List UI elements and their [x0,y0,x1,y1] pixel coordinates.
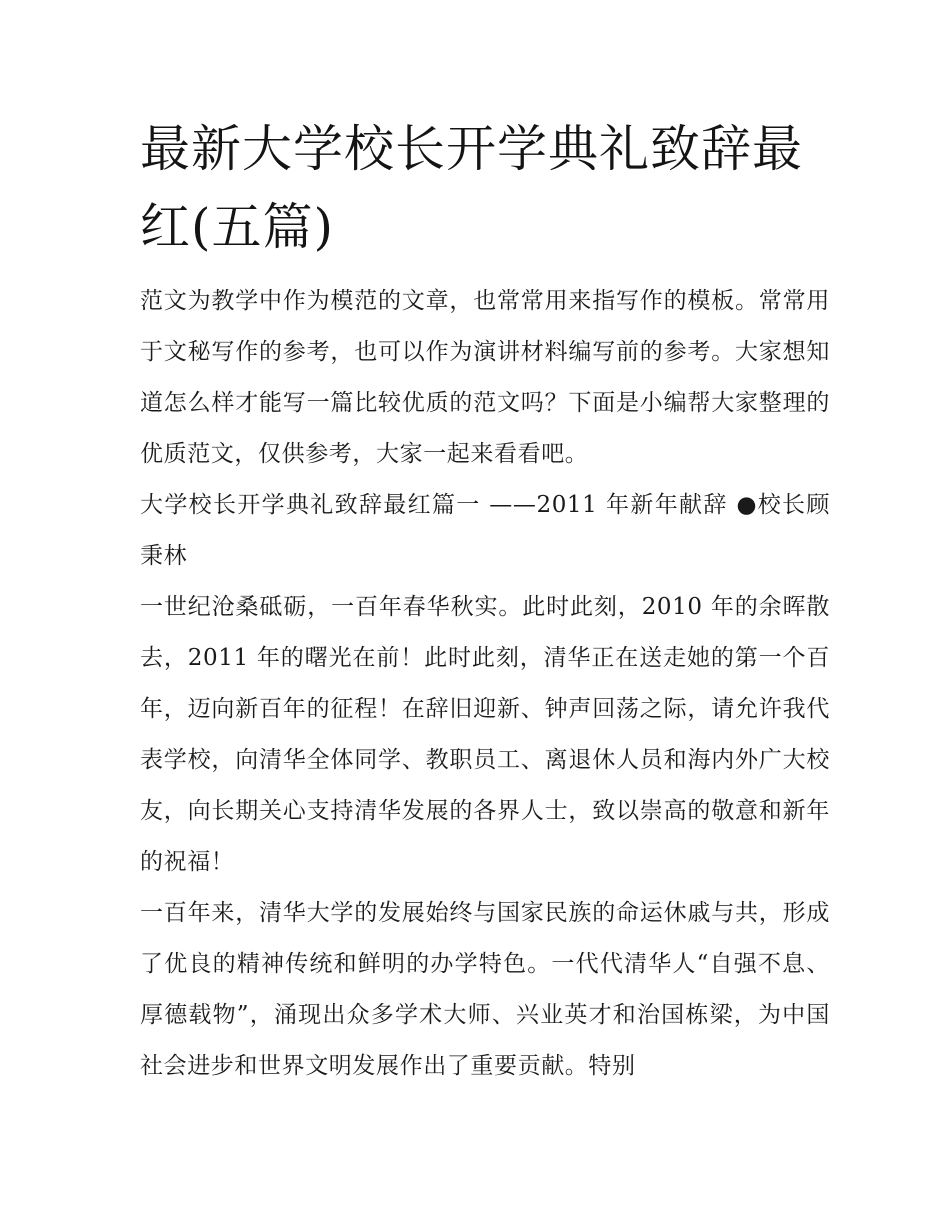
intro-paragraph: 范文为教学中作为模范的文章，也常常用来指写作的模板。常常用于文秘写作的参考，也可以作为演讲材料编写前的参考。大家想知道怎么样才能写一篇比较优质的范文吗？下面是小编帮大家整理的优质范文，仅供参考，大家一起来看看吧。 [140,288,830,467]
document-title: 最新大学校长开学典礼致辞最红(五篇) [140,120,803,256]
speech-paragraph: 一世纪沧桑砥砺，一百年春华秋实。此时此刻，2010 年的余晖散去，2011 年的曙光在前！此时此刻，清华正在送走她的第一个百年，迈向新百年的征程！在辞旧迎新、钟声回荡之际，请允许我代表学校，向清华全体同学、教职员工、离退休人员和海内外广大校友，向长期关心支持清华发展的各界人士，致以崇高的敬意和新年的祝福！ [140,594,830,875]
speech-paragraph: 一百年来，清华大学的发展始终与国家民族的命运休戚与共，形成了优良的精神传统和鲜明的办学特色。一代代清华人“自强不息、厚德载物”，涌现出众多学术大师、兴业英才和治国栋梁，为中国社会进步和世界文明发展作出了重要贡献。特别 [140,900,830,1079]
section-heading: 大学校长开学典礼致辞最红篇一 ——2011 年新年献辞 ●校长顾秉林 [140,492,830,569]
document-body [140,276,830,1092]
